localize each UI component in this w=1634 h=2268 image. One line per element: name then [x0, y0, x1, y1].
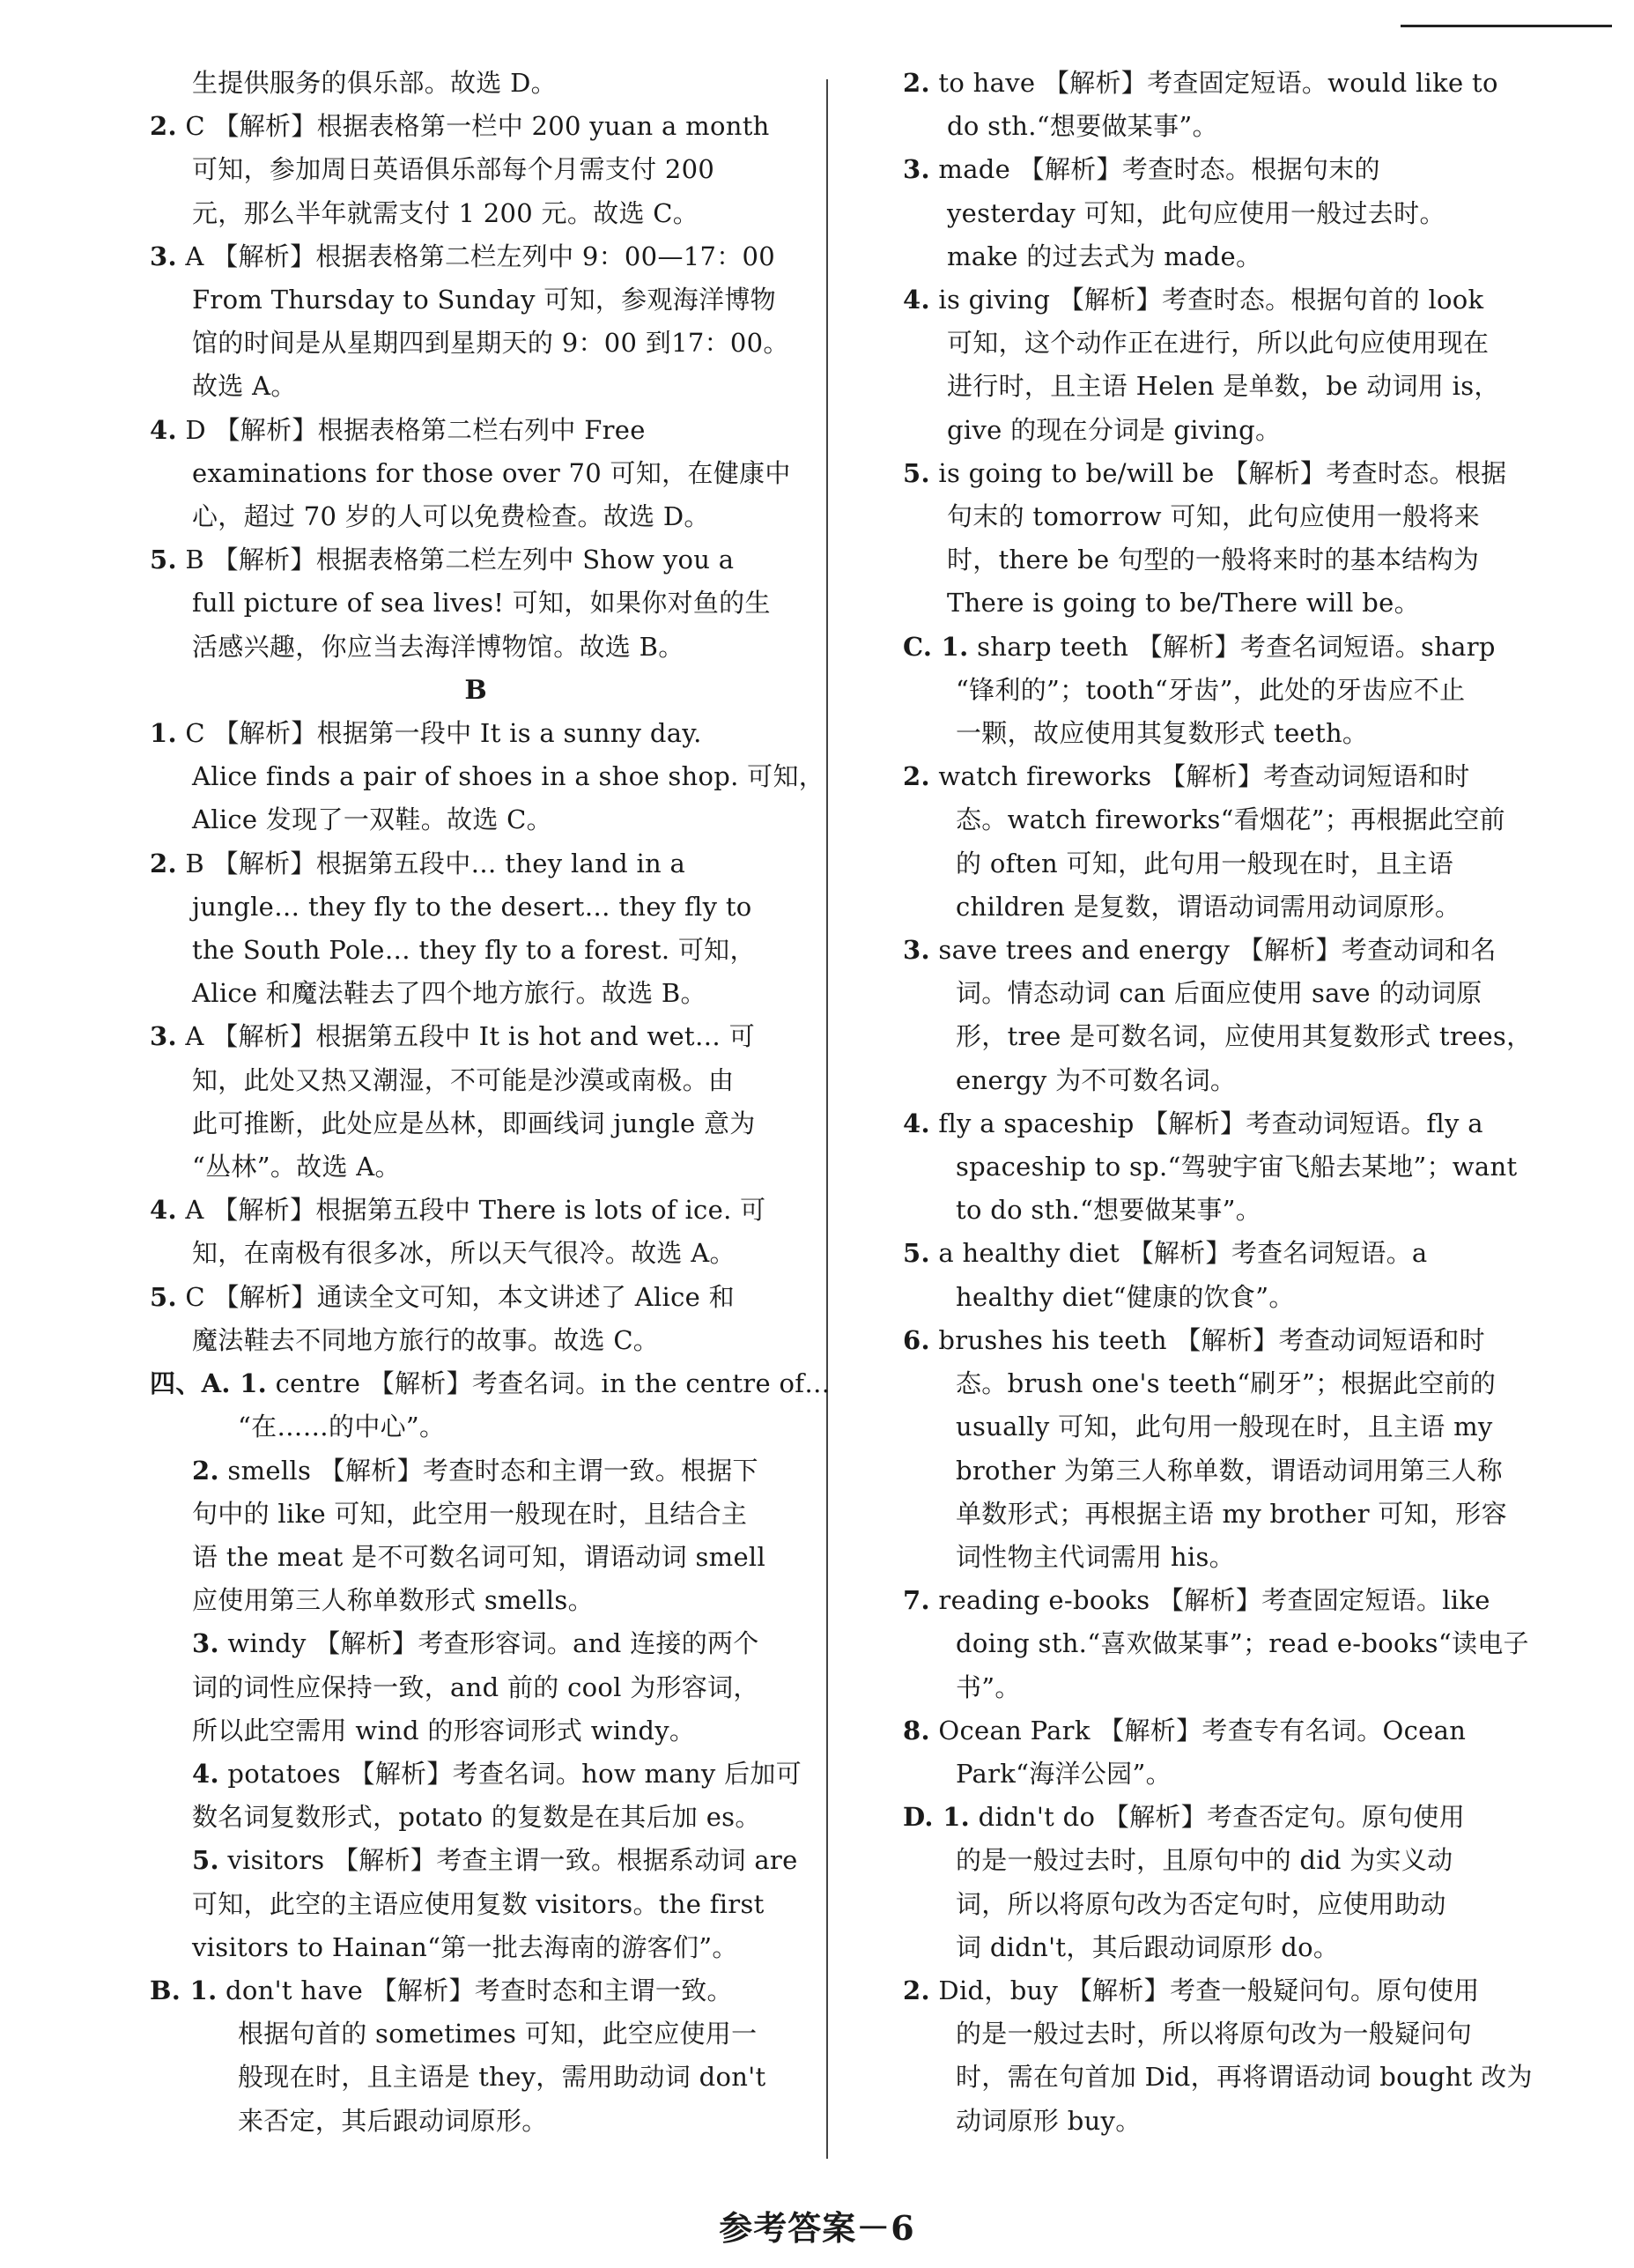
answer-line	[150, 1276, 802, 1319]
line-text: the South Pole… they fly to a forest. 可知，	[192, 935, 756, 966]
line-text: 应使用第三人称单数形式 smells。	[192, 1585, 594, 1616]
answer-line	[903, 1709, 1564, 1753]
answer-line	[903, 538, 1564, 582]
answer-line	[903, 1796, 1564, 1839]
line-text: “在……的中心”。	[238, 1412, 446, 1442]
line-text: smells 【解析】考查时态和主谓一致。根据下	[227, 1455, 758, 1486]
line-text: don't have 【解析】考查时态和主谓一致。	[226, 1975, 733, 2005]
answer-line	[903, 1753, 1564, 1796]
line-text: 单数形式；再根据主语 my brother 可知，形容	[956, 1498, 1507, 1529]
answer-line	[150, 365, 802, 408]
line-text: examinations for those over 70 可知，在健康中	[192, 457, 791, 488]
answer-line	[903, 1319, 1564, 1362]
item-number: 2.	[150, 848, 177, 878]
answer-line	[903, 842, 1564, 886]
line-text: didn't do 【解析】考查否定句。原句使用	[978, 1802, 1465, 1833]
line-text: give 的现在分词是 giving。	[947, 414, 1282, 445]
line-text: A 【解析】根据第五段中 There is lots of ice. 可	[185, 1195, 766, 1226]
item-number: 3.	[150, 1021, 177, 1052]
line-text: Alice finds a pair of shoes in a shoe shop. 可知，	[192, 761, 825, 792]
answer-line	[903, 2056, 1564, 2099]
answer-line	[903, 1232, 1564, 1275]
line-text: 词 didn't，其后跟动词原形 do。	[956, 1931, 1340, 1962]
answer-line	[903, 278, 1564, 322]
item-number: 四、A. 1.	[150, 1368, 268, 1399]
line-text: yesterday 可知，此句应使用一般过去时。	[947, 197, 1445, 228]
answer-line	[903, 148, 1564, 191]
answer-line	[903, 1579, 1564, 1622]
line-text: 知，此处又热又潮湿，不可能是沙漠或南极。由	[192, 1064, 735, 1095]
line-text: 可知，此空的主语应使用复数 visitors。the first	[192, 1888, 765, 1919]
line-text: 般现在时，且主语是 they，需用助动词 don't	[238, 2062, 766, 2093]
line-text: B 【解析】根据表格第二栏左列中 Show you a	[185, 545, 735, 575]
line-text: 态。watch fireworks“看烟花”；再根据此空前	[956, 804, 1505, 835]
item-number: 3.	[192, 1628, 219, 1659]
answer-line	[903, 798, 1564, 841]
line-text: 元，那么半年就需支付 1 200 元。故选 C。	[192, 197, 699, 228]
page-footer: 参考答案－6	[719, 2208, 915, 2248]
line-text: children 是复数，谓语动词需用动词原形。	[956, 891, 1461, 922]
line-text: potatoes 【解析】考查名词。how many 后加可	[227, 1758, 802, 1789]
answer-line	[903, 2012, 1564, 2056]
answer-line	[150, 538, 802, 582]
line-text: 来否定，其后跟动词原形。	[238, 2105, 548, 2136]
item-number: 4.	[903, 285, 930, 315]
item-number: 2.	[903, 761, 930, 792]
answer-line	[903, 1189, 1564, 1232]
line-text: usually 可知，此句用一般现在时，且主语 my	[956, 1412, 1493, 1442]
line-text: a healthy diet 【解析】考查名词短语。a	[938, 1238, 1428, 1269]
answer-line	[150, 972, 802, 1015]
item-number: 5.	[903, 1238, 930, 1269]
item-number: 3.	[150, 241, 177, 271]
line-text: brother 为第三人称单数，谓语动词用第三人称	[956, 1455, 1503, 1486]
line-text: healthy diet“健康的饮食”。	[956, 1281, 1295, 1312]
answer-line	[903, 712, 1564, 755]
line-text: Alice 发现了一双鞋。故选 C。	[192, 804, 552, 835]
answer-line	[150, 1839, 802, 1882]
item-number: B. 1.	[150, 1975, 218, 2005]
answer-line	[150, 2100, 802, 2143]
item-number: 6.	[903, 1324, 930, 1355]
answer-line	[150, 192, 802, 235]
item-number: 5.	[150, 1281, 177, 1312]
line-text: 词。情态动词 can 后面应使用 save 的动词原	[956, 978, 1482, 1009]
answer-line	[150, 2012, 802, 2056]
item-number: 3.	[903, 935, 930, 966]
line-text: 可知，这个动作正在进行，所以此句应使用现在	[947, 328, 1490, 359]
line-text: “锋利的”；tooth“牙齿”，此处的牙齿应不止	[956, 674, 1466, 705]
line-text: 词的词性应保持一致，and 前的 cool 为形容词，	[192, 1671, 759, 1702]
line-text: spaceship to sp.“驾驶宇宙飞船去某地”；want	[956, 1152, 1518, 1182]
answer-line	[903, 1362, 1564, 1405]
line-text: is giving 【解析】考查时态。根据句首的 look	[938, 285, 1484, 315]
answer-line	[903, 1926, 1564, 1969]
answer-line	[903, 886, 1564, 929]
answer-line	[903, 365, 1564, 408]
answer-line	[903, 409, 1564, 452]
answer-line	[903, 235, 1564, 278]
line-text: 句中的 like 可知，此空用一般现在时，且结合主	[192, 1498, 748, 1529]
item-number: 2.	[150, 111, 177, 142]
answer-line	[150, 1102, 802, 1145]
line-text: to have 【解析】考查固定短语。would like to	[938, 68, 1498, 98]
answer-line	[150, 1709, 802, 1753]
answer-line	[150, 929, 802, 972]
line-text: do sth.“想要做某事”。	[947, 111, 1218, 142]
line-text: save trees and energy 【解析】考查动词和名	[938, 935, 1497, 966]
answer-line	[150, 1753, 802, 1796]
answer-line	[150, 886, 802, 929]
answer-line	[903, 1102, 1564, 1145]
item-number: 2.	[903, 68, 930, 98]
answer-line	[903, 669, 1564, 712]
line-text: From Thursday to Sunday 可知，参观海洋博物	[192, 285, 776, 315]
answer-line	[150, 1796, 802, 1839]
answer-line	[150, 105, 802, 148]
line-text: 心，超过 70 岁的人可以免费检查。故选 D。	[192, 501, 710, 532]
line-text: 态。brush one's teeth“刷牙”；根据此空前的	[956, 1368, 1497, 1399]
line-text: 故选 A。	[192, 371, 297, 402]
item-number: 4.	[150, 1195, 177, 1226]
answer-line	[150, 1579, 802, 1622]
line-text: centre 【解析】考查名词。in the centre of…	[275, 1368, 831, 1399]
answer-line	[903, 1969, 1564, 2012]
answer-line	[150, 582, 802, 625]
line-text: 句末的 tomorrow 可知，此句应使用一般将来	[947, 501, 1481, 532]
line-text: 的是一般过去时，所以将原句改为一般疑问句	[956, 2019, 1473, 2049]
item-number: 5.	[903, 457, 930, 488]
line-text: to do sth.“想要做某事”。	[956, 1195, 1262, 1226]
line-text: 一颗，故应使用其复数形式 teeth。	[956, 718, 1369, 749]
column-divider	[826, 79, 828, 2159]
answer-line	[903, 1536, 1564, 1579]
answer-line	[150, 1362, 831, 1405]
item-number: 7.	[903, 1585, 930, 1616]
line-text: 时，there be 句型的一般将来时的基本结构为	[947, 545, 1480, 575]
line-text: jungle… they fly to the desert… they fly to	[192, 891, 752, 922]
answer-line	[903, 105, 1564, 148]
line-text: B 【解析】根据第五段中… they land in a	[185, 848, 686, 878]
answer-line	[150, 235, 802, 278]
answer-line	[903, 626, 1564, 669]
answer-line	[150, 409, 802, 452]
line-text: visitors to Hainan“第一批去海南的游客们”。	[192, 1931, 738, 1962]
line-text: reading e-books 【解析】考查固定短语。like	[938, 1585, 1490, 1616]
item-number: 5.	[150, 545, 177, 575]
answer-line	[150, 1059, 802, 1102]
answer-line	[150, 2056, 802, 2099]
line-text: 活感兴趣，你应当去海洋博物馆。故选 B。	[192, 631, 684, 662]
answer-line	[903, 62, 1564, 105]
answer-line	[150, 1493, 802, 1536]
line-text: is going to be/will be 【解析】考查时态。根据	[938, 457, 1507, 488]
answer-line	[150, 278, 802, 322]
item-number: 4.	[150, 414, 177, 445]
item-number: 4.	[192, 1758, 219, 1789]
line-text: doing sth.“喜欢做某事”；read e-books“读电子	[956, 1628, 1529, 1659]
item-number: 2.	[192, 1455, 219, 1486]
line-text: 魔法鞋去不同地方旅行的故事。故选 C。	[192, 1324, 660, 1355]
answer-line	[903, 972, 1564, 1015]
line-text: Park“海洋公园”。	[956, 1758, 1172, 1789]
answer-line	[150, 1015, 802, 1058]
answer-line	[903, 755, 1564, 798]
answer-line	[150, 62, 802, 105]
line-text: Did，buy 【解析】考查一般疑问句。原句使用	[938, 1975, 1480, 2005]
answer-line	[150, 1405, 802, 1449]
answer-line	[903, 1145, 1564, 1189]
item-number: 2.	[903, 1975, 930, 2005]
answer-line	[903, 1405, 1564, 1449]
answer-line	[903, 495, 1564, 538]
answer-line	[150, 842, 802, 886]
answer-line	[150, 1319, 802, 1362]
line-text: 生提供服务的俱乐部。故选 D。	[192, 68, 557, 98]
answer-line	[150, 626, 802, 669]
line-text: fly a spaceship 【解析】考查动词短语。fly a	[938, 1108, 1483, 1138]
item-number: D. 1.	[903, 1802, 971, 1833]
line-text: There is going to be/There will be。	[947, 588, 1420, 619]
answer-line	[150, 1666, 802, 1709]
line-text: C 【解析】根据表格第一栏中 200 yuan a month	[185, 111, 770, 142]
answer-line	[903, 192, 1564, 235]
line-text: 时，需在句首加 Did，再将谓语动词 bought 改为	[956, 2062, 1533, 2093]
line-text: 可知，参加周日英语俱乐部每个月需支付 200	[192, 154, 715, 185]
line-text: C 【解析】根据第一段中 It is a sunny day.	[185, 718, 702, 749]
answer-line	[150, 1145, 802, 1189]
section-heading: B	[464, 674, 487, 706]
answer-line	[903, 1839, 1564, 1882]
answer-line	[150, 1449, 802, 1493]
line-text: 书”。	[956, 1671, 1021, 1702]
answer-line	[150, 1232, 802, 1275]
line-text: visitors 【解析】考查主谓一致。根据系动词 are	[227, 1845, 798, 1876]
line-text: C 【解析】通读全文可知，本文讲述了 Alice 和	[185, 1281, 735, 1312]
answer-line	[150, 1969, 802, 2012]
line-text: 进行时，且主语 Helen 是单数，be 动词用 is，	[947, 371, 1500, 402]
answer-line	[150, 1536, 802, 1579]
answer-line	[150, 1622, 802, 1665]
line-text: sharp teeth 【解析】考查名词短语。sharp	[977, 631, 1496, 662]
answer-line	[150, 755, 825, 798]
item-number: 5.	[192, 1845, 219, 1876]
answer-line	[150, 148, 802, 191]
line-text: make 的过去式为 made。	[947, 241, 1262, 271]
line-text: 根据句首的 sometimes 可知，此空应使用一	[238, 2019, 758, 2049]
item-number: C. 1.	[903, 631, 969, 662]
line-text: 的 often 可知，此句用一般现在时，且主语	[956, 848, 1454, 878]
answer-line	[150, 798, 802, 841]
answer-line	[903, 322, 1564, 365]
line-text: Ocean Park 【解析】考查专有名词。Ocean	[938, 1715, 1467, 1745]
line-text: 词性物主代词需用 his。	[956, 1541, 1235, 1572]
item-number: 3.	[903, 154, 930, 185]
answer-line	[903, 1883, 1564, 1926]
line-text: D 【解析】根据表格第二栏右列中 Free	[185, 414, 646, 445]
line-text: 动词原形 buy。	[956, 2105, 1142, 2136]
answer-line	[903, 1666, 1564, 1709]
line-text: 数名词复数形式，potato 的复数是在其后加 es。	[192, 1802, 761, 1833]
answer-line	[903, 1622, 1564, 1665]
answer-line	[903, 1449, 1564, 1493]
answer-line	[903, 452, 1564, 495]
line-text: watch fireworks 【解析】考查动词短语和时	[938, 761, 1470, 792]
answer-line	[903, 1493, 1564, 1536]
answer-line	[903, 1276, 1564, 1319]
answer-line	[150, 1926, 802, 1969]
line-text: “丛林”。故选 A。	[192, 1152, 401, 1182]
left-column	[150, 62, 831, 2143]
line-text: 的是一般过去时，且原句中的 did 为实义动	[956, 1845, 1453, 1876]
line-text: brushes his teeth 【解析】考查动词短语和时	[938, 1324, 1485, 1355]
line-text: A 【解析】根据第五段中 It is hot and wet… 可	[185, 1021, 756, 1052]
line-text: 形，tree 是可数名词，应使用其复数形式 trees，	[956, 1021, 1533, 1052]
right-column	[903, 62, 1564, 2143]
answer-line	[903, 1015, 1564, 1058]
line-text: windy 【解析】考查形容词。and 连接的两个	[227, 1628, 759, 1659]
item-number: 1.	[150, 718, 177, 749]
item-number: 4.	[903, 1108, 930, 1138]
answer-line	[903, 929, 1564, 972]
line-text: A 【解析】根据表格第二栏左列中 9：00—17：00	[185, 241, 776, 271]
line-text: 词，所以将原句改为否定句时，应使用助动	[956, 1888, 1446, 1919]
answer-line	[903, 582, 1564, 625]
answer-line	[903, 2100, 1564, 2143]
answer-line	[150, 322, 802, 365]
line-text: Alice 和魔法鞋去了四个地方旅行。故选 B。	[192, 978, 706, 1009]
answer-line	[150, 452, 802, 495]
line-text: 语 the meat 是不可数名词可知，谓语动词 smell	[192, 1541, 766, 1572]
answer-line	[150, 495, 802, 538]
line-text: 知，在南极有很多冰，所以天气很冷。故选 A。	[192, 1238, 736, 1269]
answer-line	[150, 1189, 802, 1232]
line-text: 馆的时间是从星期四到星期天的 9：00 到17：00。	[192, 328, 789, 359]
line-text: 此可推断，此处应是丛林，即画线词 jungle 意为	[192, 1108, 756, 1138]
answer-line	[903, 1059, 1564, 1102]
answer-line	[150, 712, 802, 755]
line-text: 所以此空需用 wind 的形容词形式 windy。	[192, 1715, 696, 1745]
line-text: energy 为不可数名词。	[956, 1064, 1237, 1095]
line-text: made 【解析】考查时态。根据句末的	[938, 154, 1380, 185]
answer-line	[150, 1883, 802, 1926]
item-number: 8.	[903, 1715, 930, 1745]
top-rule	[1401, 25, 1612, 27]
line-text: full picture of sea lives! 可知，如果你对鱼的生	[192, 588, 771, 619]
